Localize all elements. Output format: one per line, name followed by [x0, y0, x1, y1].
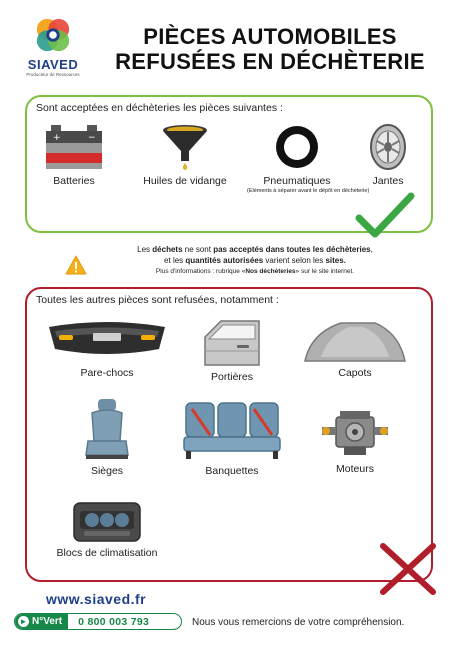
accepted-item-label: Huiles de vidange [143, 175, 227, 187]
green-check-icon [355, 190, 415, 240]
title-line-2: REFUSÉES EN DÉCHÈTERIE [115, 49, 425, 74]
accepted-item-oil [135, 123, 235, 187]
website-link[interactable]: www.siaved.fr [46, 591, 147, 607]
wheel-rim-icon [368, 123, 408, 171]
accepted-item-tires [247, 123, 370, 194]
title-line-1: PIÈCES AUTOMOBILES [143, 24, 397, 49]
thanks-message: Nous vous remercions de votre compréhension. [192, 617, 405, 628]
green-number: 0 800 003 793 [78, 615, 150, 628]
refused-item-label: Sièges [90, 465, 124, 477]
refused-item-bumper [37, 319, 177, 379]
green-number-label: N°Vert [32, 616, 63, 627]
green-number-badge[interactable] [14, 613, 182, 630]
refused-items-box [25, 287, 433, 582]
logo-flower-icon [34, 16, 72, 54]
accepted-item-batteries [39, 123, 109, 187]
red-cross-icon [377, 540, 439, 598]
page-title [100, 24, 440, 74]
refused-item-label: Pare-chocs [80, 367, 134, 379]
ac-unit-icon [72, 501, 142, 543]
refused-item-ac [27, 501, 187, 559]
car-seat-icon [82, 397, 132, 461]
refused-item-label: Portières [210, 371, 253, 383]
logo-tagline: Producteur de Ressources [26, 72, 80, 77]
refused-item-engines [295, 407, 415, 475]
accepted-item-note: (Eléments à séparer avant le dépôt en déchèterie) [247, 188, 370, 194]
car-hood-icon [303, 319, 407, 363]
accepted-item-label: Pneumatiques [263, 175, 331, 187]
refused-item-benches [172, 399, 292, 477]
notice-line-2: et les quantités autorisées varient selon les sites. [164, 256, 346, 265]
logo-name: SIAVED [27, 57, 79, 72]
refused-item-label: Capots [338, 367, 372, 379]
svg-text:−: − [88, 133, 96, 143]
refused-item-doors [177, 319, 287, 383]
engine-icon [320, 407, 390, 459]
accepted-item-rims [353, 123, 423, 187]
refused-item-label: Blocs de climatisation [56, 547, 158, 559]
notice-line-1: Les déchets ne sont pas acceptés dans toutes les déchèteries, [137, 245, 373, 254]
refused-item-hoods [295, 319, 415, 379]
car-door-icon [201, 319, 263, 367]
svg-text:+: + [53, 133, 61, 143]
refused-heading: Toutes les autres pièces sont refusées, notamment : [36, 294, 279, 306]
accepted-item-label: Batteries [53, 175, 95, 187]
refused-item-seats [67, 397, 147, 477]
bench-seat-icon [182, 399, 282, 461]
arrow-right-icon: ► [19, 617, 28, 626]
bumper-icon [45, 319, 169, 363]
oil-funnel-icon [160, 123, 210, 171]
accepted-heading: Sont acceptées en déchèteries les pièces suivantes : [36, 102, 283, 114]
tire-icon [273, 123, 321, 171]
accepted-item-label: Jantes [372, 175, 404, 187]
green-number-tag [15, 614, 68, 629]
notice-line-3: Plus d'informations : rubrique «Nos déchèteries» sur le site internet. [155, 268, 355, 275]
refused-item-label: Banquettes [205, 465, 259, 477]
notice-text [95, 244, 415, 277]
warning-icon [65, 255, 87, 275]
car-battery-icon [43, 123, 105, 171]
refused-item-label: Moteurs [336, 463, 374, 475]
siaved-logo [18, 16, 88, 82]
